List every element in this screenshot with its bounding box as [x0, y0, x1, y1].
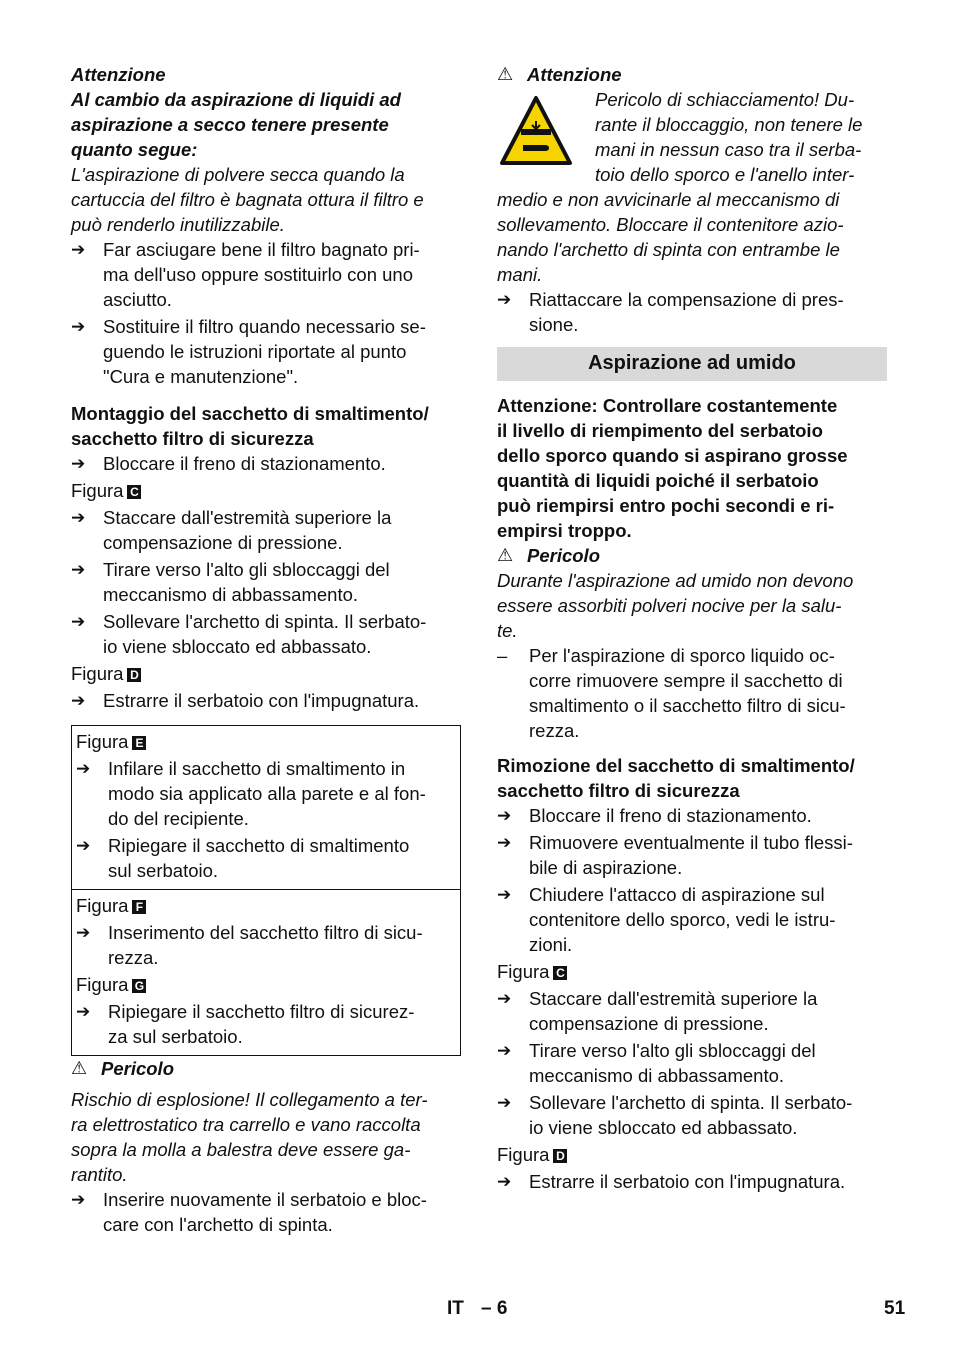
crush-hazard-icon — [499, 95, 573, 167]
step-item: ➔ Tirare verso l'alto gli sbloccaggi del meccanismo di abbassamento. — [71, 559, 390, 605]
figure-ref-f: Figura F — [76, 893, 456, 918]
step-item: ➔ Sollevare l'archetto di spinta. Il serbato- io viene sbloccato ed abbassato. — [497, 1092, 853, 1138]
arrow-right-icon: ➔ — [71, 1190, 86, 1209]
arrow-right-icon: ➔ — [76, 759, 91, 778]
figure-ref-d: Figura D — [497, 1142, 887, 1167]
bold-attention-block: Attenzione: Controllare costantemente il livello di riempimento del serbatoio dello sporco quando si aspirano grosse quantità di liquidi poiché il serbatoio può riempirsi entro pochi secondi e ri- empirsi troppo. — [497, 395, 848, 541]
footer-local-page: – 6 — [481, 1298, 508, 1319]
figure-ref-g: Figura G — [76, 972, 456, 997]
step-item: ➔ Rimuovere eventualmente il tubo flessi- bile di aspirazione. — [497, 832, 853, 878]
step-item: ➔ Infilare il sacchetto di smaltimento in modo sia applicato alla parete e al fon- do del recipiente. — [76, 758, 426, 829]
step-item: ➔ Sollevare l'archetto di spinta. Il serbato- io viene sbloccato ed abbassato. — [71, 611, 427, 657]
step-item: ➔ Far asciugare bene il filtro bagnato pri- ma dell'uso oppure sostituirlo con uno asciutto. — [71, 239, 420, 310]
danger-text: Durante l'aspirazione ad umido non devono essere assorbiti polveri nocive per la salu- te. — [497, 570, 854, 641]
figure-ref-d: Figura D — [71, 661, 461, 686]
figure-ref-c: Figura C — [71, 478, 461, 503]
arrow-right-icon: ➔ — [497, 833, 512, 852]
step-item: ➔ Estrarre il serbatoio con l'impugnatura. — [71, 690, 420, 711]
step-item: ➔ Bloccare il freno di stazionamento. — [497, 805, 812, 826]
arrow-right-icon: ➔ — [71, 560, 86, 579]
danger-heading: ⚠ Pericolo — [71, 1058, 174, 1079]
step-item: ➔ Ripiegare il sacchetto di smaltimento sul serbatoio. — [76, 835, 410, 881]
attention-title: Attenzione — [71, 64, 166, 85]
arrow-right-icon: ➔ — [76, 923, 91, 942]
danger-heading: ⚠ Pericolo — [497, 545, 600, 566]
footer-lang: IT — [447, 1298, 464, 1319]
arrow-right-icon: ➔ — [497, 1093, 512, 1112]
step-item: ➔ Riattaccare la compensazione di pres- sione. — [497, 289, 844, 335]
attention-text: L'aspirazione di polvere secca quando la cartuccia del filtro è bagnata ottura il filtro e può renderlo inutilizzabile. — [71, 164, 424, 235]
step-item: ➔ Staccare dall'estremità superiore la compensazione di pressione. — [71, 507, 392, 553]
step-item: ➔ Tirare verso l'alto gli sbloccaggi del meccanismo di abbassamento. — [497, 1040, 816, 1086]
step-item: ➔ Staccare dall'estremità superiore la compensazione di pressione. — [497, 988, 818, 1034]
figure-box-e — [71, 725, 461, 890]
step-item: ➔ Inserire nuovamente il serbatoio e bloc- care con l'archetto di spinta. — [71, 1189, 427, 1235]
attention-heading: ⚠ Attenzione — [497, 64, 622, 85]
arrow-right-icon: ➔ — [71, 508, 86, 527]
arrow-right-icon: ➔ — [497, 885, 512, 904]
section-banner-wet-vacuum: Aspirazione ad umido — [497, 347, 887, 381]
step-item: ➔ Bloccare il freno di stazionamento. — [71, 453, 386, 474]
arrow-right-icon: ➔ — [497, 806, 512, 825]
arrow-right-icon: ➔ — [497, 1041, 512, 1060]
dash-list-item: – Per l'aspirazione di sporco liquido oc- corre rimuovere sempre il sacchetto di smaltimento o il sacchetto filtro di sicu- rezza. — [497, 645, 846, 741]
warning-triangle-icon: ⚠ — [497, 64, 514, 84]
step-item: ➔ Ripiegare il sacchetto filtro di sicurez- za sul serbatoio. — [76, 1001, 415, 1047]
page-number: 51 — [884, 1298, 906, 1319]
figure-ref-c: Figura C — [497, 959, 887, 984]
crush-warning-block: Pericolo di schiacciamento! Du- rante il bloccaggio, non tenere le mani in nessun caso tra il serba- toio dello sporco e l'anello inter- medio e non avvicinarle al meccanismo di sollevamento. Bloccare il contenitore azio- nando l'archetto di spinta con entrambe le mani. — [497, 89, 863, 285]
arrow-right-icon: ➔ — [497, 989, 512, 1008]
left-column — [71, 62, 461, 1239]
warning-triangle-icon: ⚠ — [497, 545, 514, 565]
arrow-right-icon: ➔ — [76, 1002, 91, 1021]
warning-triangle-icon: ⚠ — [71, 1058, 88, 1078]
arrow-right-icon: ➔ — [71, 317, 86, 336]
figure-ref-e: Figura E — [76, 729, 456, 754]
section-heading-removal: Rimozione del sacchetto di smaltimento/ sacchetto filtro di sicurezza — [497, 755, 855, 801]
right-column — [497, 62, 887, 1196]
arrow-right-icon: ➔ — [497, 1172, 512, 1191]
arrow-right-icon: ➔ — [71, 691, 86, 710]
danger-text: Rischio di esplosione! Il collegamento a ter- ra elettrostatico tra carrello e vano raccolta sopra la molla a balestra deve essere ga- rantito. — [71, 1089, 428, 1185]
arrow-right-icon: ➔ — [497, 290, 512, 309]
arrow-right-icon: ➔ — [71, 454, 86, 473]
step-item: ➔ Estrarre il serbatoio con l'impugnatura. — [497, 1171, 846, 1192]
arrow-right-icon: ➔ — [71, 240, 86, 259]
step-item: ➔ Inserimento del sacchetto filtro di sicu- rezza. — [76, 922, 423, 968]
arrow-right-icon: ➔ — [71, 612, 86, 631]
figure-box-fg — [71, 890, 461, 1056]
step-item: ➔ Chiudere l'attacco di aspirazione sul contenitore dello sporco, vedi le istru- zioni. — [497, 884, 836, 955]
attention-bold-text: Al cambio da aspirazione di liquidi ad aspirazione a secco tenere presente quanto segue: — [71, 89, 401, 160]
step-item: ➔ Sostituire il filtro quando necessario se- guendo le istruzioni riportate al punto "Cura e manutenzione". — [71, 316, 426, 387]
arrow-right-icon: ➔ — [76, 836, 91, 855]
section-heading-mounting: Montaggio del sacchetto di smaltimento/ sacchetto filtro di sicurezza — [71, 403, 429, 449]
